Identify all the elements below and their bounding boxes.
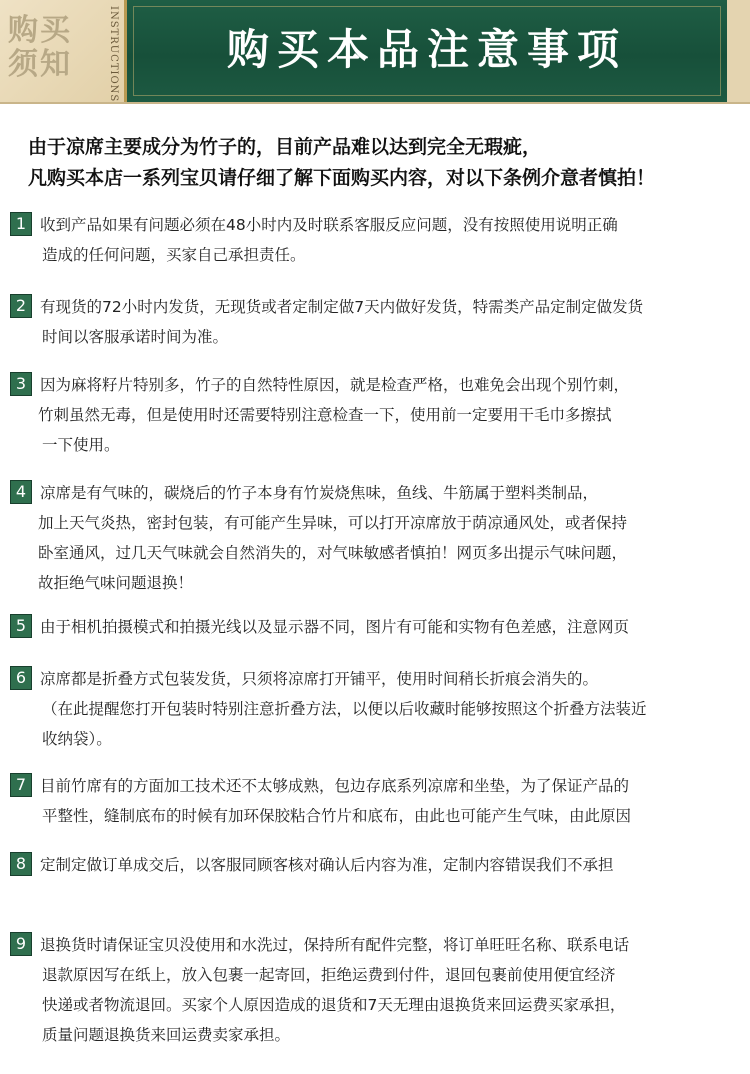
item-number-badge: 9 bbox=[10, 932, 32, 956]
intro-text bbox=[28, 132, 728, 194]
item-number-badge: 4 bbox=[10, 480, 32, 504]
banner-right-edge bbox=[727, 0, 750, 102]
item-number-badge: 2 bbox=[10, 294, 32, 318]
page-title: 购买本品注意事项 bbox=[226, 25, 627, 74]
notice-item-4 bbox=[10, 478, 745, 598]
item-line: 由于相机拍摄模式和拍摄光线以及显示器不同，图片有可能和实物有色差感，注意网页 bbox=[40, 618, 630, 636]
item-line: 平整性，缝制底布的时候有加环保胶粘合竹片和底布，由此也可能产生气味，由此原因 bbox=[42, 807, 632, 825]
item-line: 收到产品如果有问题必须在48小时内及时联系客服反应问题，没有按照使用说明正确 bbox=[40, 216, 618, 234]
item-line: 收纳袋）。 bbox=[42, 730, 112, 748]
item-line: 一下使用。 bbox=[42, 436, 120, 454]
notice-item-1 bbox=[10, 210, 745, 270]
item-line: 退换货时请保证宝贝没使用和水洗过，保持所有配件完整，将订单旺旺名称、联系电话 bbox=[40, 936, 630, 954]
notice-item-6 bbox=[10, 664, 745, 754]
item-line: 有现货的72小时内发货，无现货或者定制定做7天内做好发货，特需类产品定制定做发货 bbox=[40, 298, 644, 316]
item-line: 质量问题退换货来回运费卖家承担。 bbox=[42, 1026, 291, 1044]
item-line: 时间以客服承诺时间为准。 bbox=[42, 328, 229, 346]
banner-title-panel bbox=[124, 0, 730, 102]
item-line: 竹刺虽然无毒，但是使用时还需要特别注意检查一下，使用前一定要用干毛巾多擦拭 bbox=[38, 406, 612, 424]
item-line: 故拒绝气味问题退换！ bbox=[38, 574, 194, 592]
item-number-badge: 7 bbox=[10, 773, 32, 797]
item-line: 加上天气炎热，密封包装，有可能产生异味，可以打开凉席放于荫凉通风处，或者保持 bbox=[38, 514, 628, 532]
notice-item-5 bbox=[10, 612, 745, 642]
item-number-badge: 3 bbox=[10, 372, 32, 396]
header-banner bbox=[0, 0, 750, 104]
intro-line: 凡购买本店一系列宝贝请仔细了解下面购买内容，对以下条例介意者慎拍！ bbox=[28, 167, 656, 189]
notice-item-2 bbox=[10, 292, 745, 352]
banner-english-label: INSTRUCTIONS bbox=[108, 6, 119, 103]
item-line: 因为麻将籽片特别多，竹子的自然特性原因，就是检查严格，也难免会出现个别竹刺， bbox=[40, 376, 630, 394]
item-line: 退款原因写在纸上，放入包裹一起寄回，拒绝运费到付件，退回包裹前使用便宜经济 bbox=[42, 966, 616, 984]
item-line: 凉席都是折叠方式包装发货，只须将凉席打开铺平，使用时间稍长折痕会消失的。 bbox=[40, 670, 599, 688]
item-number-badge: 5 bbox=[10, 614, 32, 638]
banner-left-characters: 购买须知 bbox=[8, 13, 72, 82]
notice-item-8 bbox=[10, 850, 745, 880]
notice-item-7 bbox=[10, 771, 745, 831]
item-line: 目前竹席有的方面加工技术还不太够成熟，包边存底系列凉席和坐垫，为了保证产品的 bbox=[40, 777, 630, 795]
item-line: （在此提醒您打开包装时特别注意折叠方法，以便以后收藏时能够按照这个折叠方法装近 bbox=[42, 700, 647, 718]
item-line: 定制定做订单成交后，以客服同顾客核对确认后内容为准，定制内容错误我们不承担 bbox=[40, 856, 614, 874]
item-number-badge: 8 bbox=[10, 852, 32, 876]
item-number-badge: 1 bbox=[10, 212, 32, 236]
item-line: 快递或者物流退回。买家个人原因造成的退货和7天无理由退换货来回运费买家承担， bbox=[42, 996, 626, 1014]
notice-item-9 bbox=[10, 930, 745, 1050]
item-line: 卧室通风，过几天气味就会自然消失的，对气味敏感者慎拍！网页多出提示气味问题， bbox=[38, 544, 628, 562]
banner-left-panel bbox=[0, 0, 124, 102]
notice-item-3 bbox=[10, 370, 745, 460]
item-number-badge: 6 bbox=[10, 666, 32, 690]
item-line: 造成的任何问题，买家自己承担责任。 bbox=[42, 246, 306, 264]
intro-line: 由于凉席主要成分为竹子的，目前产品难以达到完全无瑕疵， bbox=[28, 136, 542, 158]
item-line: 凉席是有气味的，碳烧后的竹子本身有竹炭烧焦味，鱼线、牛筋属于塑料类制品， bbox=[40, 484, 599, 502]
